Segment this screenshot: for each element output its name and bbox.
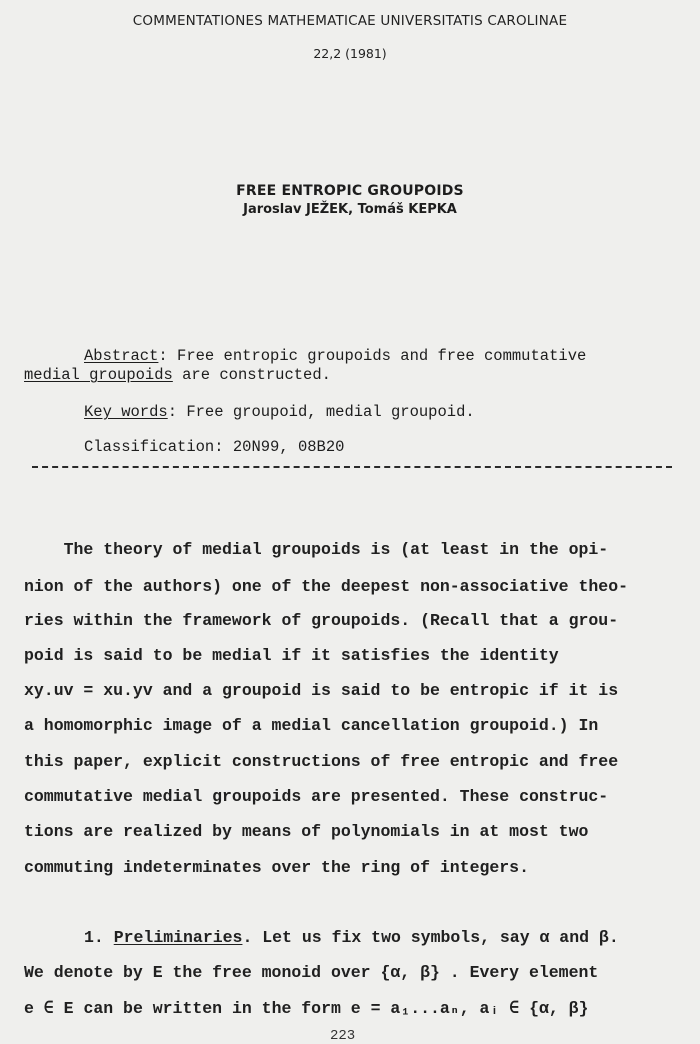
abstract-label: Abstract <box>84 347 159 365</box>
intro-line-1: The theory of medial groupoids is (at least in the opi- <box>24 540 609 559</box>
section-1-text-1: . Let us fix two symbols, say α and β. <box>242 928 619 947</box>
intro-line-3: ries within the framework of groupoids. (Recall that a grou- <box>24 611 619 630</box>
abstract-colon: : <box>158 347 178 365</box>
paper-title: FREE ENTROPIC GROUPOIDS <box>236 183 464 199</box>
intro-line-9: tions are realized by means of polynomials in at most two <box>24 822 589 841</box>
keywords-text: Free groupoid, medial groupoid. <box>186 403 475 421</box>
classification-label: Classification: <box>84 438 224 456</box>
section-1-line-3: e ∈ E can be written in the form e = a₁...aₙ, aᵢ ∈ {α, β} <box>24 999 589 1018</box>
abstract-underlined-text: medial groupoids <box>24 366 173 384</box>
keywords-colon: : <box>167 403 187 421</box>
abstract-text-2: are constructed. <box>172 366 331 384</box>
section-number: 1. <box>84 928 104 947</box>
intro-line-7: this paper, explicit constructions of free entropic and free <box>24 752 619 771</box>
intro-line-2: nion of the authors) one of the deepest non-associative theo- <box>24 577 628 596</box>
abstract-line-1 <box>84 347 586 365</box>
classification-line <box>84 438 344 456</box>
section-1-line-1 <box>84 928 619 947</box>
abstract-text-1: Free entropic groupoids and free commutative <box>177 347 587 365</box>
page-number: 223 <box>330 1028 356 1044</box>
intro-line-4: poid is said to be medial if it satisfies the identity <box>24 646 559 665</box>
classification-text: 20N99, 08B20 <box>232 438 345 456</box>
paper-authors: Jaroslav JEŽEK, Tomáš KEPKA <box>243 202 457 217</box>
intro-line-6: a homomorphic image of a medial cancellation groupoid.) In <box>24 716 599 735</box>
keywords-label: Key words <box>84 403 168 421</box>
intro-line-5: xy.uv = xu.yv and a groupoid is said to be entropic if it is <box>24 681 619 700</box>
journal-volume: 22,2 (1981) <box>313 46 387 61</box>
intro-line-10: commuting indeterminates over the ring of integers. <box>24 858 529 877</box>
intro-line-8: commutative medial groupoids are presented. These construc- <box>24 787 609 806</box>
section-1-line-2: We denote by E the free monoid over {α, β} . Every element <box>24 963 599 982</box>
section-heading: Preliminaries <box>113 928 243 947</box>
abstract-line-2 <box>24 366 331 384</box>
journal-name: COMMENTATIONES MATHEMATICAE UNIVERSITATIS CAROLINAE <box>132 13 568 29</box>
separator-rule <box>32 466 672 468</box>
keywords-line <box>84 403 475 421</box>
